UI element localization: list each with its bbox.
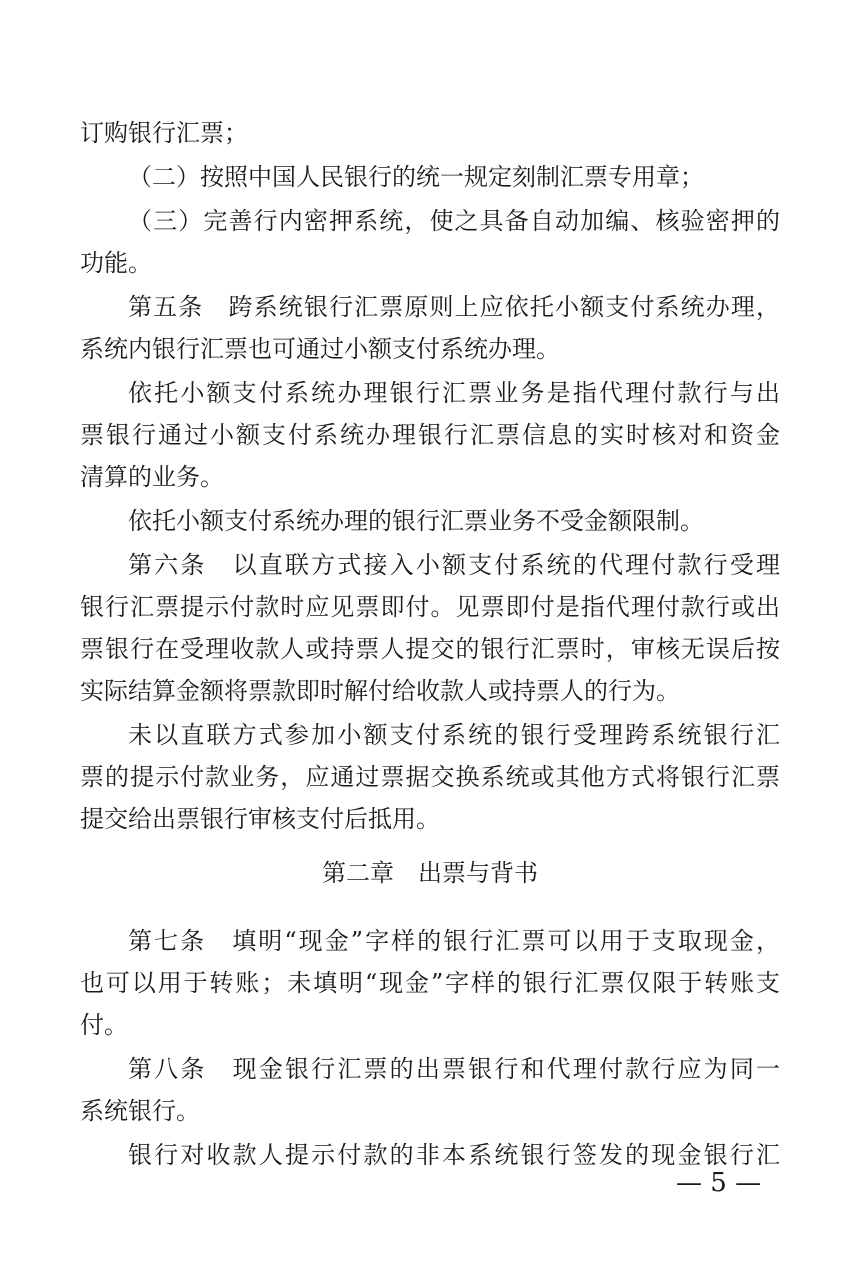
paragraph: [80, 160, 780, 194]
paragraph: [80, 376, 780, 494]
text-line: 银行对收款人提示付款的非本系统银行签发的现金银行汇: [128, 1141, 780, 1169]
paragraph: [80, 1138, 780, 1172]
text-line: 系统银行。: [80, 1097, 200, 1125]
text-line: 实际结算金额将票款即时解付给收款人或持票人的行为。: [80, 677, 680, 705]
paragraph: [80, 116, 780, 150]
paragraph: [80, 204, 780, 280]
chapter-number: 第二章: [322, 859, 394, 887]
chapter-heading: [80, 856, 780, 890]
text-line: 第八条 现金银行汇票的出票银行和代理付款行应为同一: [128, 1055, 780, 1083]
paragraphs-bottom: [80, 924, 780, 1172]
text-line: （三）完善行内密押系统，使之具备自动加编、核验密押的: [128, 207, 780, 235]
text-line: 第五条 跨系统银行汇票原则上应依托小额支付系统办理，: [128, 293, 780, 321]
chapter-title: 出票与背书: [418, 859, 538, 887]
text-line: 未以直联方式参加小额支付系统的银行受理跨系统银行汇: [128, 721, 780, 749]
text-line: 票银行在受理收款人或持票人提交的银行汇票时，审核无误后按: [80, 635, 780, 663]
paragraph: [80, 1052, 780, 1128]
page-number: — 5 —: [676, 1168, 762, 1198]
text-line: 第六条 以直联方式接入小额支付系统的代理付款行受理: [128, 551, 780, 579]
text-line: 订购银行汇票；: [80, 119, 248, 147]
text-line: 票的提示付款业务，应通过票据交换系统或其他方式将银行汇票: [80, 763, 780, 791]
text-line: 第七条 填明“现金”字样的银行汇票可以用于支取现金，: [128, 927, 780, 955]
text-line: 提交给出票银行审核支付后抵用。: [80, 805, 440, 833]
text-line: 功能。: [80, 249, 152, 277]
text-line: 付。: [80, 1011, 128, 1039]
paragraph: [80, 290, 780, 366]
paragraph: [80, 718, 780, 836]
text-line: 银行汇票提示付款时应见票即付。见票即付是指代理付款行或出: [80, 593, 780, 621]
paragraph: [80, 924, 780, 1042]
paragraph: [80, 504, 780, 538]
paragraph: [80, 548, 780, 708]
text-line: 票银行通过小额支付系统办理银行汇票信息的实时核对和资金: [80, 421, 780, 449]
text-line: 依托小额支付系统办理银行汇票业务是指代理付款行与出: [128, 379, 780, 407]
text-line: 依托小额支付系统办理的银行汇票业务不受金额限制。: [128, 507, 704, 535]
text-line: （二）按照中国人民银行的统一规定刻制汇票专用章；: [128, 163, 704, 191]
paragraphs-top: [80, 116, 780, 836]
text-line: 清算的业务。: [80, 463, 224, 491]
text-line: 也可以用于转账；未填明“现金”字样的银行汇票仅限于转账支: [80, 969, 780, 997]
body-text: [80, 116, 780, 1182]
text-line: 系统内银行汇票也可通过小额支付系统办理。: [80, 335, 560, 363]
